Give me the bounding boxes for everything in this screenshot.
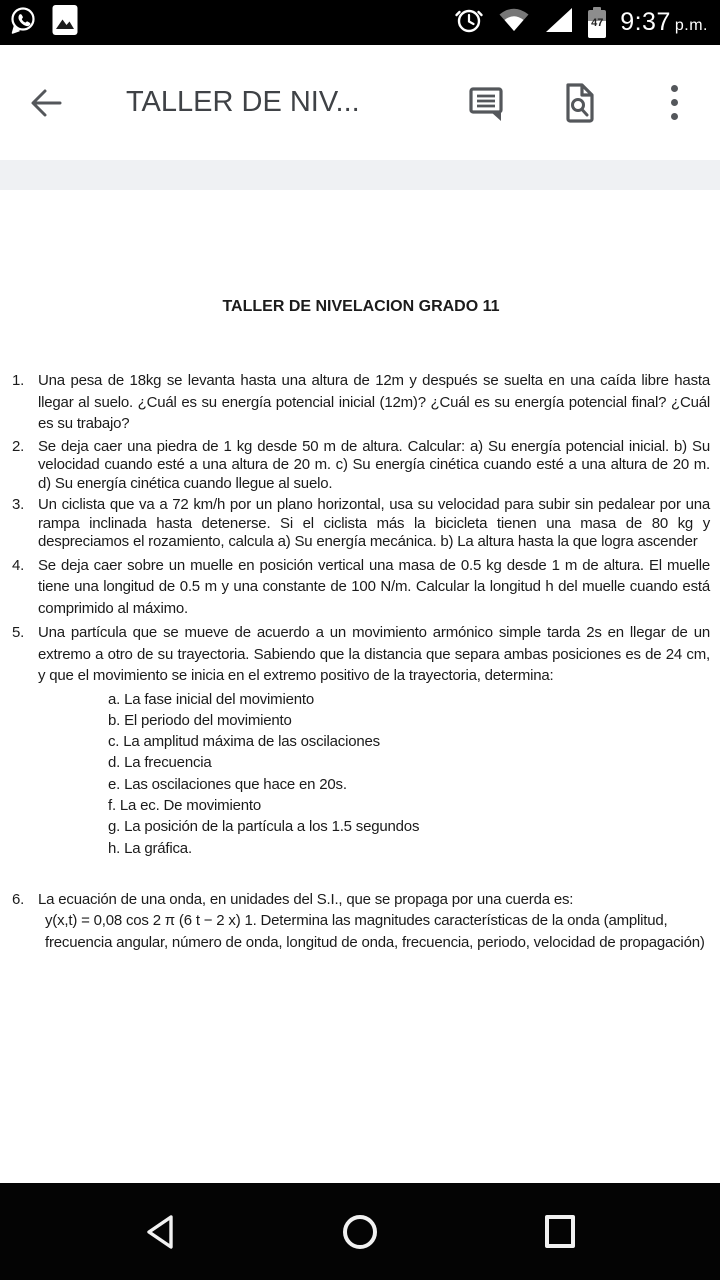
app-toolbar (0, 45, 720, 160)
problem-number: 2. (12, 437, 25, 455)
status-bar-notifications (8, 4, 78, 41)
wave-equation-text: y(x,t) = 0,08 cos 2 π (6 t − 2 x) 1. Determina las magnitudes características de la onda (amplitud, frecuencia angular, número de onda, longitud de onda, frecuencia, periodo, velocidad de propagación) (45, 912, 705, 951)
problem-text: Se deja caer sobre un muelle en posición vertical una masa de 0.5 kg desde 1 m de altura. El muelle tiene una longitud de 0.5 m y una constante de 100 N/m. Calcular la longitud h del muelle cuando está comprimido al máximo. (38, 556, 710, 617)
subitem-c: c. La amplitud máxima de las oscilaciones (108, 733, 380, 751)
problem-subitems (108, 689, 710, 859)
nav-home-button[interactable] (340, 1212, 380, 1252)
toolbar-page-gap (0, 160, 720, 190)
comment-button[interactable] (464, 81, 508, 125)
comment-icon (465, 82, 507, 124)
subitem-d: d. La frecuencia (108, 754, 212, 772)
subitem-a: a. La fase inicial del movimiento (108, 690, 315, 708)
subitem-g: g. La posición de la partícula a los 1.5 segundos (108, 818, 420, 836)
document-title-toolbar: TALLER DE NIV... (126, 86, 360, 118)
back-button[interactable] (24, 81, 68, 125)
problem-item-6 (12, 889, 710, 954)
alarm-icon (454, 5, 484, 40)
android-nav-bar (0, 1183, 720, 1280)
gallery-icon (52, 4, 78, 41)
problem-number: 3. (12, 496, 25, 513)
subitem-f: f. La ec. De movimiento (108, 796, 261, 814)
nav-recents-button[interactable] (540, 1212, 580, 1252)
clock-time: 9:37 (620, 8, 671, 36)
cell-signal-icon (544, 7, 574, 38)
problem-item-5 (12, 622, 710, 859)
status-clock (620, 8, 712, 37)
toolbar-actions (464, 81, 696, 125)
battery-percent-label: 47 (591, 16, 604, 29)
overflow-menu-icon (671, 85, 678, 120)
problem-text: Un ciclista que va a 72 km/h por un plano horizontal, usa su velocidad para subir sin pedalear por una rampa inclinada hasta detenerse. Si el ciclista más la bicicleta tienen una masa de 80 kg y despreciamos el rozamiento, calcula a) Su energía mecánica. b) La altura hasta la que logra ascender (38, 496, 710, 550)
problem-item-1 (12, 370, 710, 435)
recents-nav-icon (545, 1215, 575, 1248)
status-bar-system-icons (454, 5, 712, 40)
whatsapp-icon (8, 5, 38, 40)
find-in-document-button[interactable] (558, 81, 602, 125)
problem-text: La ecuación de una onda, en unidades del S.I., que se propaga por una cuerda es: (38, 890, 574, 908)
problem-text: Una pesa de 18kg se levanta hasta una altura de 12m y después se suelta en una caída libre hasta llegar al suelo. ¿Cuál es su energía potencial inicial (12m)? ¿Cuál es su energía potencial final? ¿Cuál es su trabajo? (38, 372, 710, 432)
subitem-h: h. La gráfica. (108, 839, 192, 857)
problem-item-2 (12, 438, 710, 494)
problem-number: 4. (12, 556, 25, 574)
subitem-e: e. Las oscilaciones que hace en 20s. (108, 775, 347, 793)
status-bar (0, 0, 720, 45)
battery-icon (588, 10, 606, 38)
wifi-icon (498, 7, 530, 38)
nav-back-button[interactable] (140, 1212, 180, 1252)
problem-number: 6. (12, 890, 25, 908)
back-arrow-icon (29, 88, 63, 118)
problem-text: Una partícula que se mueve de acuerdo a un movimiento armónico simple tarda 2s en llegar de un extremo a otro de su trayectoria. Sabiendo que la distancia que separa ambas posiciones es de 24 cm, y que el movimiento se inicia en el extremo positivo de la trayectoria, determina: (38, 624, 710, 684)
back-nav-icon (143, 1212, 177, 1252)
problem-text: Se deja caer una piedra de 1 kg desde 50 m de altura. Calcular: a) Su energía potencial inicial. b) Su velocidad cuando esté a una altura de 20 m. c) Su energía cinética cuando esté a una altura de 20 m. d) Su energía cinética cuando llegue al suelo. (38, 437, 710, 492)
problem-body (38, 622, 710, 859)
problem-body (38, 889, 710, 954)
page-title: TALLER DE NIVELACION GRADO 11 (222, 298, 500, 315)
problem-number: 5. (12, 624, 25, 641)
clock-ampm: p.m. (674, 17, 708, 34)
home-nav-icon (343, 1215, 377, 1249)
overflow-menu-button[interactable] (652, 81, 696, 125)
problem-item-4 (12, 555, 710, 620)
document-page[interactable] (0, 190, 720, 1183)
find-in-page-icon (560, 81, 600, 125)
subitem-b: b. El periodo del movimiento (108, 711, 292, 729)
problem-number: 1. (12, 372, 25, 389)
problem-item-3 (12, 496, 710, 552)
